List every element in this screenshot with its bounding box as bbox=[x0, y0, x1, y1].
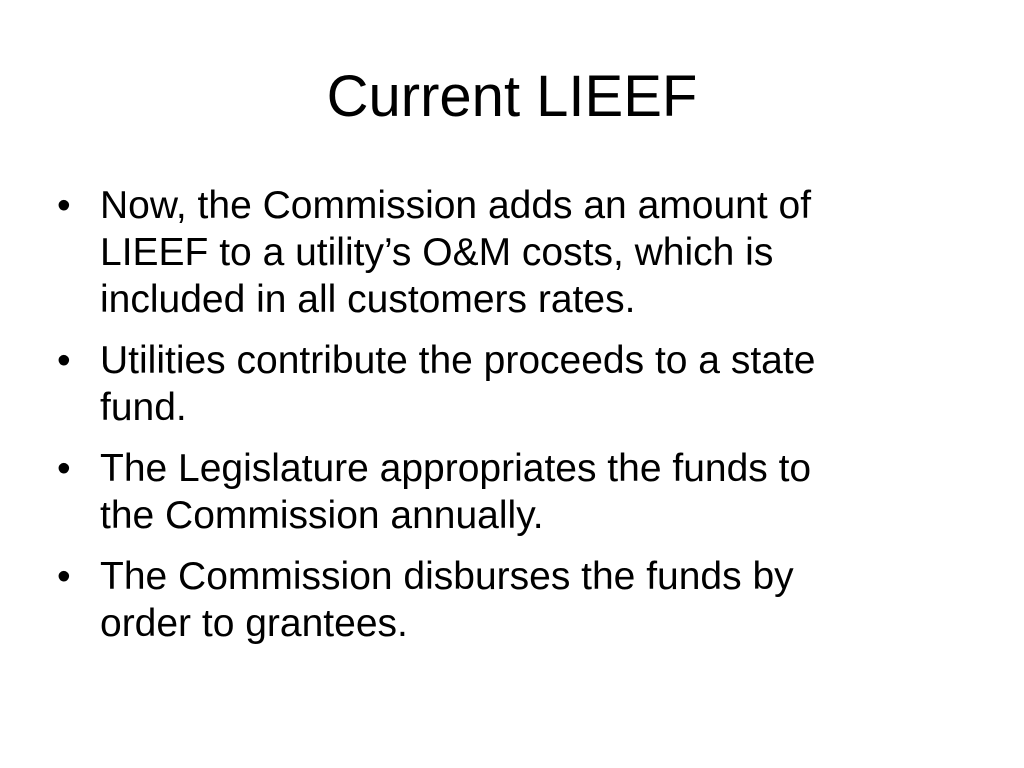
bullet-line: included in all customers rates. bbox=[100, 278, 636, 321]
bullet-line: Utilities contribute the proceeds to a state bbox=[100, 339, 816, 382]
bullet-line: Now, the Commission adds an amount of bbox=[100, 184, 812, 227]
bullet-item bbox=[57, 445, 957, 539]
slide-title: Current LIEEF bbox=[326, 64, 698, 129]
bullet-line: order to grantees. bbox=[100, 602, 408, 645]
bullet-marker-icon: • bbox=[57, 184, 71, 227]
bullet-marker-icon: • bbox=[57, 447, 71, 490]
bullet-marker-icon: • bbox=[57, 555, 71, 598]
bullet-line: The Commission disburses the funds by bbox=[100, 555, 794, 598]
bullet-marker-icon: • bbox=[57, 339, 71, 382]
bullet-line: LIEEF to a utility’s O&M costs, which is bbox=[100, 231, 774, 274]
bullet-line: the Commission annually. bbox=[100, 494, 544, 537]
bullet-line: The Legislature appropriates the funds to bbox=[100, 447, 812, 490]
bullet-item bbox=[57, 553, 957, 647]
bullet-item bbox=[57, 182, 957, 323]
bullet-line: fund. bbox=[100, 386, 187, 429]
bullet-list bbox=[57, 182, 957, 661]
bullet-item bbox=[57, 337, 957, 431]
